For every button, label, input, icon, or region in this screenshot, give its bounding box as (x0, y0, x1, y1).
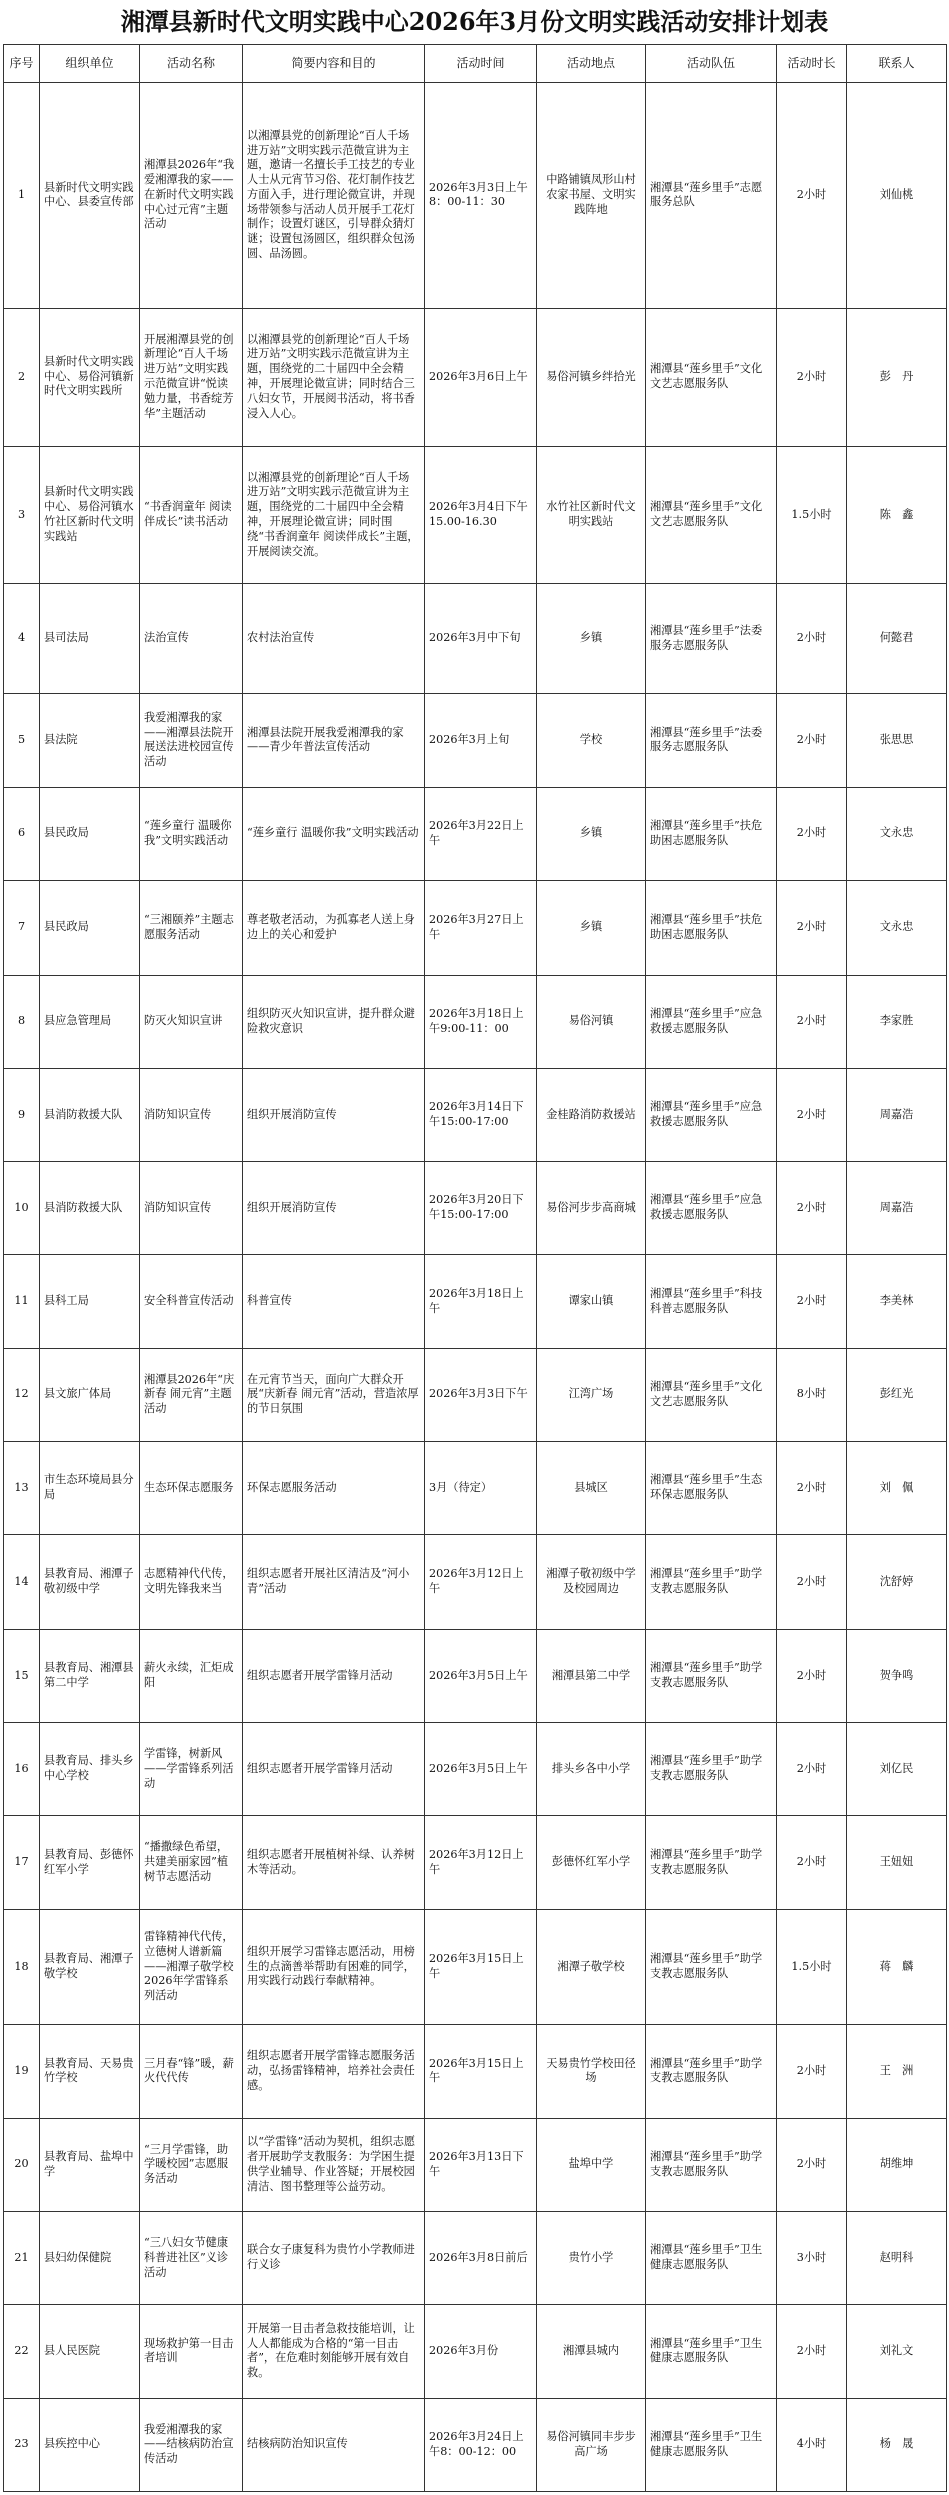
cell-time: 2026年3月22日上午 (425, 787, 537, 880)
cell-team: 湘潭县“莲乡里手”助学支教志愿服务队 (646, 1723, 777, 1816)
cell-team: 湘潭县“莲乡里手”扶危助困志愿服务队 (646, 787, 777, 880)
cell-index: 21 (4, 2211, 40, 2304)
table-row (4, 787, 947, 880)
cell-content: 组织开展消防宣传 (243, 1162, 425, 1255)
cell-contact: 赵明科 (847, 2211, 947, 2304)
cell-content: 科普宣传 (243, 1255, 425, 1348)
cell-time: 2026年3月27日上午 (425, 880, 537, 975)
cell-contact: 沈舒婷 (847, 1535, 947, 1630)
cell-name: 安全科普宣传活动 (140, 1255, 243, 1348)
cell-org: 县新时代文明实践中心、县委宣传部 (40, 83, 140, 309)
cell-team: 湘潭县“莲乡里手”卫生健康志愿服务队 (646, 2211, 777, 2304)
table-row (4, 1909, 947, 2025)
cell-team: 湘潭县“莲乡里手”志愿服务总队 (646, 83, 777, 309)
cell-time: 2026年3月3日上午8：00-11：30 (425, 83, 537, 309)
cell-place: 易俗河步步高商城 (537, 1162, 646, 1255)
cell-time: 2026年3月15日上午 (425, 2025, 537, 2118)
cell-content: 组织志愿者开展学雷锋志愿服务活动，弘扬雷锋精神，培养社会责任感。 (243, 2025, 425, 2118)
cell-name: “三月学雷锋，助学暖校园”志愿服务活动 (140, 2118, 243, 2211)
cell-place: 乡镇 (537, 787, 646, 880)
cell-name: 薪火永续，汇炬成阳 (140, 1629, 243, 1722)
cell-team: 湘潭县“莲乡里手”文化文艺志愿服务队 (646, 308, 777, 446)
document-title: 湘潭县新时代文明实践中心2026年3月份文明实践活动安排计划表 (120, 7, 829, 36)
cell-name: 法治宣传 (140, 584, 243, 694)
cell-team: 湘潭县“莲乡里手”卫生健康志愿服务队 (646, 2305, 777, 2398)
cell-duration: 2小时 (777, 1816, 847, 1909)
table-row (4, 446, 947, 584)
table-row (4, 880, 947, 975)
cell-org: 县消防救援大队 (40, 1068, 140, 1161)
cell-index: 23 (4, 2398, 40, 2491)
cell-name: “三八妇女节健康科普进社区”义诊活动 (140, 2211, 243, 2304)
cell-team: 湘潭县“莲乡里手”助学支教志愿服务队 (646, 1629, 777, 1722)
cell-time: 2026年3月上旬 (425, 694, 537, 787)
cell-org: 县应急管理局 (40, 975, 140, 1068)
table-row (4, 1629, 947, 1722)
cell-team: 湘潭县“莲乡里手”生态环保志愿服务队 (646, 1441, 777, 1534)
cell-content: 环保志愿服务活动 (243, 1441, 425, 1534)
cell-place: 金桂路消防救援站 (537, 1068, 646, 1161)
cell-duration: 2小时 (777, 1162, 847, 1255)
cell-org: 县民政局 (40, 880, 140, 975)
cell-org: 县教育局、排头乡中心学校 (40, 1723, 140, 1816)
table-row (4, 308, 947, 446)
table-body (4, 83, 947, 2492)
cell-index: 11 (4, 1255, 40, 1348)
cell-content: 组织志愿者开展社区清洁及“河小青”活动 (243, 1535, 425, 1630)
cell-duration: 2小时 (777, 880, 847, 975)
cell-org: 县新时代文明实践中心、易俗河镇水竹社区新时代文明实践站 (40, 446, 140, 584)
table-row (4, 1535, 947, 1630)
cell-index: 9 (4, 1068, 40, 1161)
cell-org: 县人民医院 (40, 2305, 140, 2398)
cell-index: 14 (4, 1535, 40, 1630)
cell-content: 组织开展消防宣传 (243, 1068, 425, 1161)
cell-index: 12 (4, 1348, 40, 1441)
header-cell-content: 简要内容和目的 (243, 45, 425, 83)
cell-contact: 周嘉浩 (847, 1162, 947, 1255)
cell-index: 10 (4, 1162, 40, 1255)
cell-time: 2026年3月5日上午 (425, 1723, 537, 1816)
cell-place: 盐埠中学 (537, 2118, 646, 2211)
cell-time: 2026年3月12日上午 (425, 1535, 537, 1630)
cell-time: 2026年3月15日上午 (425, 1909, 537, 2025)
cell-name: 消防知识宣传 (140, 1068, 243, 1161)
cell-contact: 周嘉浩 (847, 1068, 947, 1161)
cell-index: 18 (4, 1909, 40, 2025)
cell-name: 我爱湘潭我的家——湘潭县法院开展送法进校园宣传活动 (140, 694, 243, 787)
cell-org: 县教育局、湘潭子敬初级中学 (40, 1535, 140, 1630)
cell-team: 湘潭县“莲乡里手”应急救援志愿服务队 (646, 1162, 777, 1255)
cell-org: 县教育局、湘潭县第二中学 (40, 1629, 140, 1722)
cell-contact: 彭 丹 (847, 308, 947, 446)
cell-duration: 2小时 (777, 1441, 847, 1534)
cell-index: 1 (4, 83, 40, 309)
cell-index: 3 (4, 446, 40, 584)
cell-name: 湘潭县2026年“我爱湘潭我的家——在新时代文明实践中心过元宵”主题活动 (140, 83, 243, 309)
cell-index: 19 (4, 2025, 40, 2118)
cell-content: 以“学雷锋”活动为契机，组织志愿者开展助学支教服务：为学困生提供学业辅导、作业答疑；开展校园清洁、图书整理等公益劳动。 (243, 2118, 425, 2211)
cell-name: 我爱湘潭我的家——结核病防治宣传活动 (140, 2398, 243, 2491)
table-row (4, 1255, 947, 1348)
cell-org: 县法院 (40, 694, 140, 787)
cell-time: 2026年3月12日上午 (425, 1816, 537, 1909)
cell-name: 湘潭县2026年“庆新春 闹元宵”主题活动 (140, 1348, 243, 1441)
cell-team: 湘潭县“莲乡里手”科技科普志愿服务队 (646, 1255, 777, 1348)
cell-team: 湘潭县“莲乡里手”应急救援志愿服务队 (646, 1068, 777, 1161)
cell-name: 开展湘潭县党的创新理论“百人千场进万站”文明实践示范微宣讲“悦读勉力量，书香绽芳华”主题活动 (140, 308, 243, 446)
cell-org: 市生态环境局县分局 (40, 1441, 140, 1534)
cell-time: 2026年3月8日前后 (425, 2211, 537, 2304)
cell-index: 5 (4, 694, 40, 787)
cell-index: 20 (4, 2118, 40, 2211)
cell-org: 县民政局 (40, 787, 140, 880)
cell-index: 17 (4, 1816, 40, 1909)
cell-content: “莲乡童行 温暖你我”文明实践活动 (243, 787, 425, 880)
cell-contact: 陈 鑫 (847, 446, 947, 584)
cell-contact: 贺争鸣 (847, 1629, 947, 1722)
cell-name: “书香润童年 阅读伴成长”读书活动 (140, 446, 243, 584)
table-row (4, 975, 947, 1068)
header-cell-place: 活动地点 (537, 45, 646, 83)
cell-duration: 1.5小时 (777, 1909, 847, 2025)
header-cell-duration: 活动时长 (777, 45, 847, 83)
cell-content: 以湘潭县党的创新理论“百人千场进万站”文明实践示范微宣讲为主题，围绕党的二十届四中全会精神，开展理论微宣讲；同时结合三八妇女节，开展阅书活动，将书香浸入人心。 (243, 308, 425, 446)
cell-content: 以湘潭县党的创新理论“百人千场进万站”文明实践示范微宣讲为主题，围绕党的二十届四中全会精神，开展理论微宣讲；同时围绕“书香润童年 阅读伴成长”主题，开展阅读交流。 (243, 446, 425, 584)
cell-org: 县教育局、天易贵竹学校 (40, 2025, 140, 2118)
cell-content: 结核病防治知识宣传 (243, 2398, 425, 2491)
cell-name: 生态环保志愿服务 (140, 1441, 243, 1534)
cell-org: 县教育局、彭德怀红军小学 (40, 1816, 140, 1909)
cell-name: 学雷锋，树新风——学雷锋系列活动 (140, 1723, 243, 1816)
cell-team: 湘潭县“莲乡里手”助学支教志愿服务队 (646, 2118, 777, 2211)
cell-contact: 李家胜 (847, 975, 947, 1068)
cell-duration: 2小时 (777, 83, 847, 309)
header-cell-index: 序号 (4, 45, 40, 83)
cell-place: 彭德怀红军小学 (537, 1816, 646, 1909)
cell-team: 湘潭县“莲乡里手”卫生健康志愿服务队 (646, 2398, 777, 2491)
cell-name: “莲乡童行 温暖你我”文明实践活动 (140, 787, 243, 880)
cell-time: 2026年3月20日下午15:00-17:00 (425, 1162, 537, 1255)
cell-place: 中路铺镇凤形山村农家书屋、文明实践阵地 (537, 83, 646, 309)
cell-duration: 1.5小时 (777, 446, 847, 584)
cell-duration: 2小时 (777, 787, 847, 880)
cell-org: 县教育局、湘潭子敬学校 (40, 1909, 140, 2025)
cell-time: 2026年3月6日上午 (425, 308, 537, 446)
cell-contact: 刘 佩 (847, 1441, 947, 1534)
cell-duration: 2小时 (777, 694, 847, 787)
cell-place: 县城区 (537, 1441, 646, 1534)
cell-content: 组织开展学习雷锋志愿活动，用榜生的点滴善举帮助有困难的同学，用实践行动践行奉献精神。 (243, 1909, 425, 2025)
cell-place: 湘潭子敬学校 (537, 1909, 646, 2025)
cell-content: 开展第一目击者急救技能培训，让人人都能成为合格的“第一目击者”，在危难时刻能够开展有效自救。 (243, 2305, 425, 2398)
cell-duration: 2小时 (777, 1629, 847, 1722)
table-row (4, 2398, 947, 2491)
cell-team: 湘潭县“莲乡里手”法委服务志愿服务队 (646, 694, 777, 787)
table-row (4, 2025, 947, 2118)
cell-index: 4 (4, 584, 40, 694)
cell-time: 2026年3月18日上午 (425, 1255, 537, 1348)
cell-index: 2 (4, 308, 40, 446)
cell-place: 排头乡各中小学 (537, 1723, 646, 1816)
cell-index: 16 (4, 1723, 40, 1816)
cell-time: 2026年3月份 (425, 2305, 537, 2398)
cell-place: 易俗河镇同丰步步高广场 (537, 2398, 646, 2491)
cell-duration: 2小时 (777, 975, 847, 1068)
table-row (4, 694, 947, 787)
cell-time: 2026年3月5日上午 (425, 1629, 537, 1722)
cell-name: “三湘颐养”主题志愿服务活动 (140, 880, 243, 975)
cell-content: 湘潭县法院开展我爱湘潭我的家——青少年普法宣传活动 (243, 694, 425, 787)
table-row (4, 1816, 947, 1909)
cell-org: 县教育局、盐埠中学 (40, 2118, 140, 2211)
cell-contact: 王妞妞 (847, 1816, 947, 1909)
cell-duration: 2小时 (777, 308, 847, 446)
table-row (4, 1441, 947, 1534)
cell-content: 以湘潭县党的创新理论“百人千场进万站”文明实践示范微宣讲为主题，邀请一名擅长手工技艺的专业人士从元宵节习俗、花灯制作技艺方面入手，进行理论微宣讲，并现场带领参与活动人员开展手工花灯制作；设置灯谜区，引导群众猜灯谜；设置包汤圆区，组织群众包汤圆、品汤圆。 (243, 83, 425, 309)
cell-duration: 2小时 (777, 1255, 847, 1348)
cell-contact: 何懿君 (847, 584, 947, 694)
cell-place: 乡镇 (537, 880, 646, 975)
cell-duration: 4小时 (777, 2398, 847, 2491)
header-cell-name: 活动名称 (140, 45, 243, 83)
header-cell-team: 活动队伍 (646, 45, 777, 83)
cell-contact: 王 洲 (847, 2025, 947, 2118)
cell-duration: 2小时 (777, 1723, 847, 1816)
activity-plan-table (3, 44, 947, 2492)
header-cell-org: 组织单位 (40, 45, 140, 83)
cell-team: 湘潭县“莲乡里手”助学支教志愿服务队 (646, 2025, 777, 2118)
header-cell-contact: 联系人 (847, 45, 947, 83)
table-row (4, 1068, 947, 1161)
cell-content: 组织志愿者开展学雷锋月活动 (243, 1629, 425, 1722)
cell-name: 防灭火知识宣讲 (140, 975, 243, 1068)
table-row (4, 1162, 947, 1255)
cell-place: 谭家山镇 (537, 1255, 646, 1348)
cell-index: 22 (4, 2305, 40, 2398)
header-cell-time: 活动时间 (425, 45, 537, 83)
cell-duration: 2小时 (777, 1068, 847, 1161)
cell-place: 学校 (537, 694, 646, 787)
cell-place: 水竹社区新时代文明实践站 (537, 446, 646, 584)
cell-index: 13 (4, 1441, 40, 1534)
cell-team: 湘潭县“莲乡里手”助学支教志愿服务队 (646, 1535, 777, 1630)
cell-duration: 8小时 (777, 1348, 847, 1441)
cell-time: 2026年3月中下旬 (425, 584, 537, 694)
cell-content: 联合女子康复科为贵竹小学教师进行义诊 (243, 2211, 425, 2304)
cell-contact: 文永忠 (847, 880, 947, 975)
cell-team: 湘潭县“莲乡里手”文化文艺志愿服务队 (646, 446, 777, 584)
cell-team: 湘潭县“莲乡里手”应急救援志愿服务队 (646, 975, 777, 1068)
cell-org: 县新时代文明实践中心、易俗河镇新时代文明实践所 (40, 308, 140, 446)
cell-name: 三月春“锋”暖，薪火代代传 (140, 2025, 243, 2118)
cell-duration: 2小时 (777, 2305, 847, 2398)
cell-org: 县疾控中心 (40, 2398, 140, 2491)
table-row (4, 584, 947, 694)
cell-org: 县消防救援大队 (40, 1162, 140, 1255)
table-row (4, 1723, 947, 1816)
cell-time: 2026年3月4日下午15.00-16.30 (425, 446, 537, 584)
cell-content: 组织防灭火知识宣讲，提升群众避险救灾意识 (243, 975, 425, 1068)
cell-content: 在元宵节当天，面向广大群众开展“庆新春 闹元宵”活动，营造浓厚的节日氛围 (243, 1348, 425, 1441)
cell-place: 易俗河镇乡绊拾光 (537, 308, 646, 446)
cell-duration: 2小时 (777, 584, 847, 694)
cell-place: 易俗河镇 (537, 975, 646, 1068)
cell-team: 湘潭县“莲乡里手”文化文艺志愿服务队 (646, 1348, 777, 1441)
cell-contact: 蒋 麟 (847, 1909, 947, 2025)
cell-contact: 胡维坤 (847, 2118, 947, 2211)
cell-time: 2026年3月24日上午8：00-12：00 (425, 2398, 537, 2491)
cell-place: 江湾广场 (537, 1348, 646, 1441)
table-row (4, 2118, 947, 2211)
cell-index: 8 (4, 975, 40, 1068)
cell-contact: 文永忠 (847, 787, 947, 880)
cell-index: 7 (4, 880, 40, 975)
cell-contact: 刘亿民 (847, 1723, 947, 1816)
cell-contact: 刘礼文 (847, 2305, 947, 2398)
cell-place: 天易贵竹学校田径场 (537, 2025, 646, 2118)
cell-team: 湘潭县“莲乡里手”助学支教志愿服务队 (646, 1816, 777, 1909)
cell-contact: 刘仙桃 (847, 83, 947, 309)
cell-org: 县妇幼保健院 (40, 2211, 140, 2304)
cell-time: 2026年3月18日上午9:00-11：00 (425, 975, 537, 1068)
cell-content: 尊老敬老活动，为孤寡老人送上身边上的关心和爱护 (243, 880, 425, 975)
cell-contact: 彭红光 (847, 1348, 947, 1441)
cell-place: 乡镇 (537, 584, 646, 694)
cell-duration: 2小时 (777, 1535, 847, 1630)
cell-name: 消防知识宣传 (140, 1162, 243, 1255)
cell-place: 湘潭县第二中学 (537, 1629, 646, 1722)
cell-name: 雷锋精神代代传，立德树人谱新篇——湘潭子敬学校2026年学雷锋系列活动 (140, 1909, 243, 2025)
cell-content: 组织志愿者开展学雷锋月活动 (243, 1723, 425, 1816)
table-row (4, 83, 947, 309)
table-row (4, 2305, 947, 2398)
cell-org: 县司法局 (40, 584, 140, 694)
cell-index: 15 (4, 1629, 40, 1722)
cell-name: 现场救护第一目击者培训 (140, 2305, 243, 2398)
cell-content: 农村法治宣传 (243, 584, 425, 694)
cell-time: 2026年3月13日下午 (425, 2118, 537, 2211)
cell-place: 湘潭子敬初级中学及校园周边 (537, 1535, 646, 1630)
cell-place: 湘潭县城内 (537, 2305, 646, 2398)
cell-org: 县文旅广体局 (40, 1348, 140, 1441)
cell-place: 贵竹小学 (537, 2211, 646, 2304)
cell-team: 湘潭县“莲乡里手”助学支教志愿服务队 (646, 1909, 777, 2025)
cell-contact: 李美林 (847, 1255, 947, 1348)
cell-duration: 2小时 (777, 2025, 847, 2118)
table-header-row (4, 45, 947, 83)
cell-name: “播撒绿色希望，共建美丽家园”植树节志愿活动 (140, 1816, 243, 1909)
cell-contact: 张思思 (847, 694, 947, 787)
cell-name: 志愿精神代代传，文明先锋我来当 (140, 1535, 243, 1630)
cell-contact: 杨 晟 (847, 2398, 947, 2491)
cell-org: 县科工局 (40, 1255, 140, 1348)
cell-team: 湘潭县“莲乡里手”法委服务志愿服务队 (646, 584, 777, 694)
cell-content: 组织志愿者开展植树补绿、认养树木等活动。 (243, 1816, 425, 1909)
table-row (4, 1348, 947, 1441)
cell-duration: 2小时 (777, 2118, 847, 2211)
cell-duration: 3小时 (777, 2211, 847, 2304)
cell-team: 湘潭县“莲乡里手”扶危助困志愿服务队 (646, 880, 777, 975)
cell-time: 2026年3月3日下午 (425, 1348, 537, 1441)
cell-time: 3月（待定） (425, 1441, 537, 1534)
table-row (4, 2211, 947, 2304)
cell-time: 2026年3月14日下午15:00-17:00 (425, 1068, 537, 1161)
cell-index: 6 (4, 787, 40, 880)
